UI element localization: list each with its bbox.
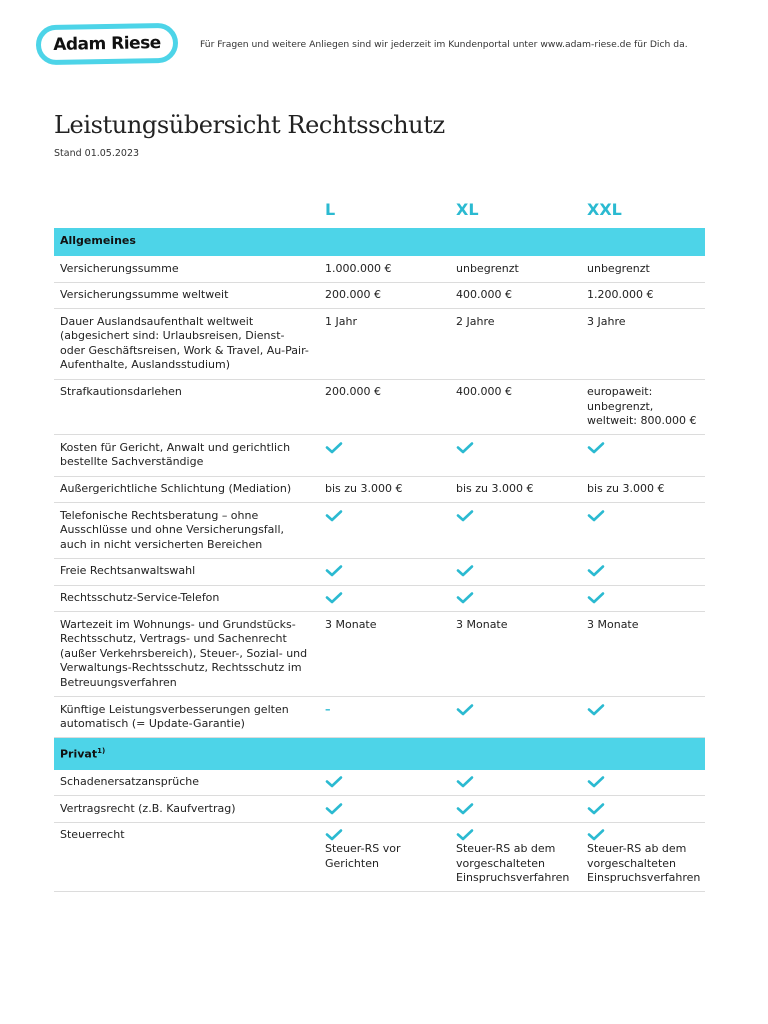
row-label: Vertragsrecht (z.B. Kaufvertrag) [54,796,319,823]
table-row [54,476,705,503]
value-cell-xl [450,476,581,503]
value-text: bis zu 3.000 € [325,482,403,496]
check-icon [587,441,605,455]
value-cell-l [319,379,450,435]
table-row [54,256,705,282]
check-icon [587,564,605,578]
check-icon [456,564,474,578]
check-icon [456,441,474,455]
value-text: 1.200.000 € [587,288,654,302]
tier-header-l: L [325,200,336,219]
value-cell-l [319,612,450,697]
page-title: Leistungsübersicht Rechtsschutz [54,111,445,139]
value-cell-xxl [581,796,705,823]
table-row [54,796,705,823]
row-label: Freie Rechtsanwaltswahl [54,558,319,585]
row-label: Außergerichtliche Schlichtung (Mediation) [54,476,319,503]
value-text: 3 Monate [587,617,639,631]
value-text: 400.000 € [456,385,512,399]
value-text: 3 Monate [325,617,377,631]
check-icon [325,775,343,789]
table-row [54,697,705,738]
value-cell-l [319,282,450,309]
value-cell-xxl [581,697,705,738]
value-cell-xl [450,822,581,892]
value-cell-l [319,822,450,892]
value-cell-xl [450,770,581,796]
value-cell-xxl [581,612,705,697]
brand-logo[interactable] [36,23,179,65]
value-cell-xxl [581,822,705,892]
table-row [54,435,705,476]
row-label: Künftige Leistungsverbesserungen gelten automatisch (= Update-Garantie) [54,697,319,738]
brand-logo-text: Adam Riese [53,33,161,55]
value-text: unbegrenzt [456,261,519,275]
value-cell-xxl [581,770,705,796]
value-text: bis zu 3.000 € [587,482,665,496]
value-cell-xxl [581,309,705,379]
check-icon [587,591,605,605]
value-cell-xxl [581,282,705,309]
value-cell-l [319,476,450,503]
tier-header-xxl: XXL [587,200,622,219]
section-title [54,738,705,770]
value-cell-l [319,309,450,379]
value-cell-l [319,697,450,738]
value-cell-xl [450,282,581,309]
value-text: Steuer-RS ab dem vorgeschalteten Einspruchsverfahren [456,842,570,885]
table-row [54,770,705,796]
value-cell-xxl [581,379,705,435]
value-cell-xxl [581,558,705,585]
footnote-marker: 1) [97,747,106,756]
value-text: 200.000 € [325,385,381,399]
row-label: Dauer Auslandsaufenthalt weltweit (abgesichert sind: Urlaubsreisen, Dienst- oder Geschäftsreisen, Work & Travel, Au-Pair-Aufenthalte, Auslandsstudium) [54,309,319,379]
benefits-table-body [54,228,705,892]
row-label: Versicherungssumme weltweit [54,282,319,309]
value-cell-l [319,796,450,823]
value-cell-xxl [581,476,705,503]
value-cell-xl [450,585,581,612]
section-title [54,228,705,256]
value-text: 3 Monate [456,617,508,631]
tier-header-xl: XL [456,200,479,219]
value-cell-xxl [581,256,705,282]
check-icon [456,802,474,816]
value-text: 200.000 € [325,288,381,302]
value-cell-l [319,770,450,796]
value-cell-l [319,435,450,476]
check-icon [587,802,605,816]
section-title-text: Privat [60,747,98,761]
table-row [54,282,705,309]
check-icon [587,828,605,842]
check-icon [456,509,474,523]
value-text: 400.000 € [456,288,512,302]
value-cell-xxl [581,435,705,476]
check-icon [456,591,474,605]
value-text: 2 Jahre [456,314,495,328]
value-cell-xl [450,697,581,738]
check-icon [325,828,343,842]
check-icon [325,802,343,816]
section-header-row [54,228,705,256]
value-text: unbegrenzt [587,261,650,275]
row-label: Versicherungssumme [54,256,319,282]
stand-date: Stand 01.05.2023 [54,148,140,159]
section-title-text: Allgemeines [60,234,136,247]
check-icon [587,509,605,523]
value-text: 3 Jahre [587,314,626,328]
check-icon [325,591,343,605]
value-text: 1.000.000 € [325,261,392,275]
value-cell-l [319,503,450,559]
table-row [54,612,705,697]
benefits-table [54,228,705,892]
table-row [54,585,705,612]
table-row [54,558,705,585]
value-cell-xl [450,256,581,282]
check-icon [456,828,474,842]
row-label: Kosten für Gericht, Anwalt und gerichtlich bestellte Sachverständige [54,435,319,476]
value-text: Steuer-RS ab dem vorgeschalteten Einspruchsverfahren [587,842,701,885]
table-row [54,379,705,435]
check-icon [325,564,343,578]
value-cell-xl [450,558,581,585]
check-icon [587,703,605,717]
row-label: Schadenersatzansprüche [54,770,319,796]
value-cell-xl [450,379,581,435]
value-cell-xl [450,612,581,697]
header-contact-note: Für Fragen und weitere Anliegen sind wir jederzeit im Kundenportal unter www.adam-riese.de für Dich da. [200,39,688,50]
value-cell-xxl [581,503,705,559]
table-row [54,822,705,892]
value-text: Steuer-RS vor Gerichten [325,842,401,870]
row-label: Steuerrecht [54,822,319,892]
not-included-dash: – [325,702,331,716]
table-row [54,503,705,559]
value-cell-xl [450,309,581,379]
value-cell-l [319,256,450,282]
section-header-row [54,738,705,770]
row-label: Telefonische Rechtsberatung – ohne Ausschlüsse und ohne Versicherungsfall, auch in nicht versicherten Bereichen [54,503,319,559]
value-text: bis zu 3.000 € [456,482,534,496]
row-label: Rechtsschutz-Service-Telefon [54,585,319,612]
value-cell-xl [450,503,581,559]
value-text: 1 Jahr [325,314,357,328]
table-row [54,309,705,379]
check-icon [456,775,474,789]
check-icon [325,509,343,523]
check-icon [325,441,343,455]
check-icon [587,775,605,789]
value-text: europaweit: unbegrenzt, weltweit: 800.000 € [587,385,697,428]
value-cell-xxl [581,585,705,612]
value-cell-xl [450,796,581,823]
row-label: Wartezeit im Wohnungs- und Grundstücks-Rechtsschutz, Vertrags- und Sachenrecht (außer Verkehrsbereich), Steuer-, Sozial- und Verwaltungs-Rechtsschutz, Rechtsschutz im Betreuungsverfahren [54,612,319,697]
value-cell-l [319,585,450,612]
check-icon [456,703,474,717]
value-cell-l [319,558,450,585]
value-cell-xl [450,435,581,476]
row-label: Strafkautionsdarlehen [54,379,319,435]
